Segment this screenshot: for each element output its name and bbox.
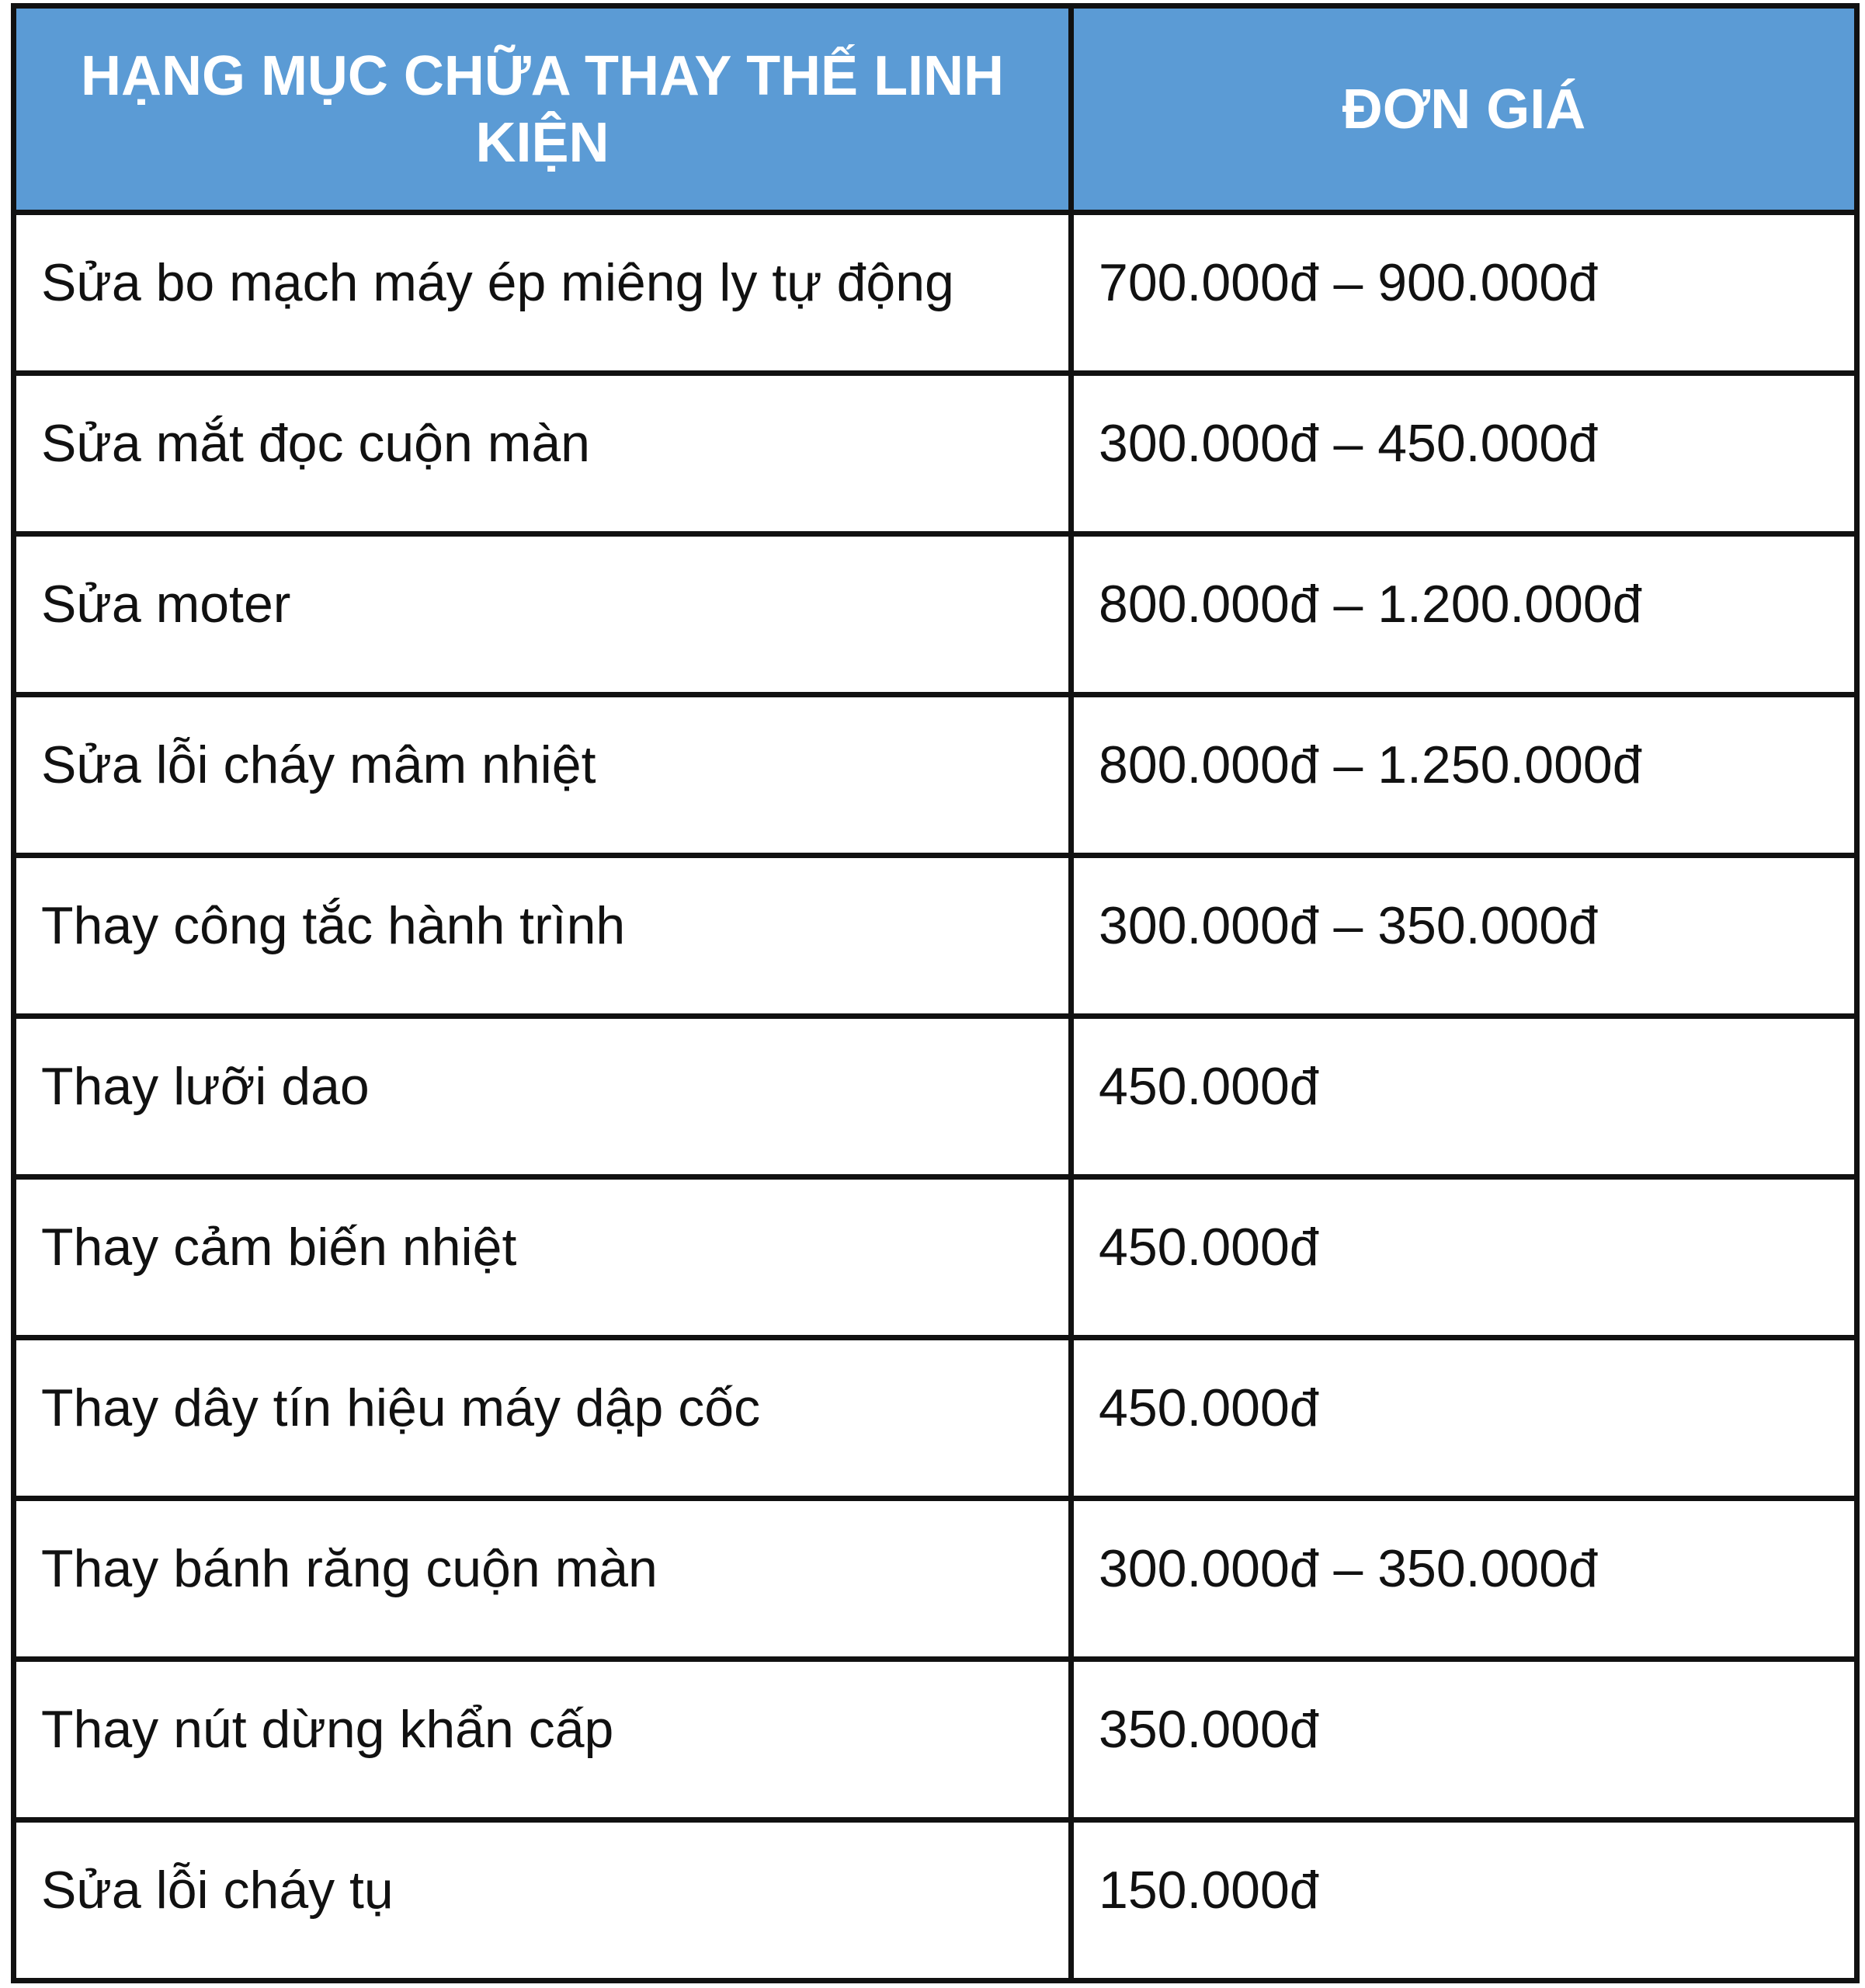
item-cell: Sửa bo mạch máy ép miêng ly tự động	[14, 213, 1071, 374]
table-row	[14, 856, 1857, 1017]
price-cell: 300.000đ – 350.000đ	[1071, 1499, 1857, 1660]
price-cell: 700.000đ – 900.000đ	[1071, 213, 1857, 374]
table-row	[14, 1017, 1857, 1177]
price-cell: 800.000đ – 1.250.000đ	[1071, 695, 1857, 856]
table-row	[14, 1660, 1857, 1820]
price-cell: 450.000đ	[1071, 1177, 1857, 1338]
price-cell: 350.000đ	[1071, 1660, 1857, 1820]
item-cell: Thay công tắc hành trình	[14, 856, 1071, 1017]
table-row	[14, 213, 1857, 374]
price-cell: 300.000đ – 350.000đ	[1071, 856, 1857, 1017]
price-cell: 450.000đ	[1071, 1017, 1857, 1177]
table-row	[14, 1499, 1857, 1660]
item-cell: Thay bánh răng cuộn màn	[14, 1499, 1071, 1660]
table-row	[14, 1177, 1857, 1338]
item-cell: Sửa moter	[14, 534, 1071, 695]
item-cell: Thay nút dừng khẩn cấp	[14, 1660, 1071, 1820]
price-cell: 300.000đ – 450.000đ	[1071, 374, 1857, 534]
item-cell: Thay dây tín hiệu máy dập cốc	[14, 1338, 1071, 1499]
table-row	[14, 1820, 1857, 1981]
table-header-row	[14, 6, 1857, 213]
item-cell: Thay cảm biến nhiệt	[14, 1177, 1071, 1338]
table-row	[14, 1338, 1857, 1499]
item-cell: Sửa lỗi cháy tụ	[14, 1820, 1071, 1981]
price-cell: 150.000đ	[1071, 1820, 1857, 1981]
price-cell: 800.000đ – 1.200.000đ	[1071, 534, 1857, 695]
table-row	[14, 534, 1857, 695]
item-cell: Thay lưỡi dao	[14, 1017, 1071, 1177]
item-cell: Sửa lỗi cháy mâm nhiệt	[14, 695, 1071, 856]
header-item: HẠNG MỤC CHỮA THAY THẾ LINH KIỆN	[14, 6, 1071, 213]
header-price: ĐƠN GIÁ	[1071, 6, 1857, 213]
price-table	[11, 3, 1860, 1983]
table-row	[14, 695, 1857, 856]
item-cell: Sửa mắt đọc cuộn màn	[14, 374, 1071, 534]
table-row	[14, 374, 1857, 534]
price-cell: 450.000đ	[1071, 1338, 1857, 1499]
